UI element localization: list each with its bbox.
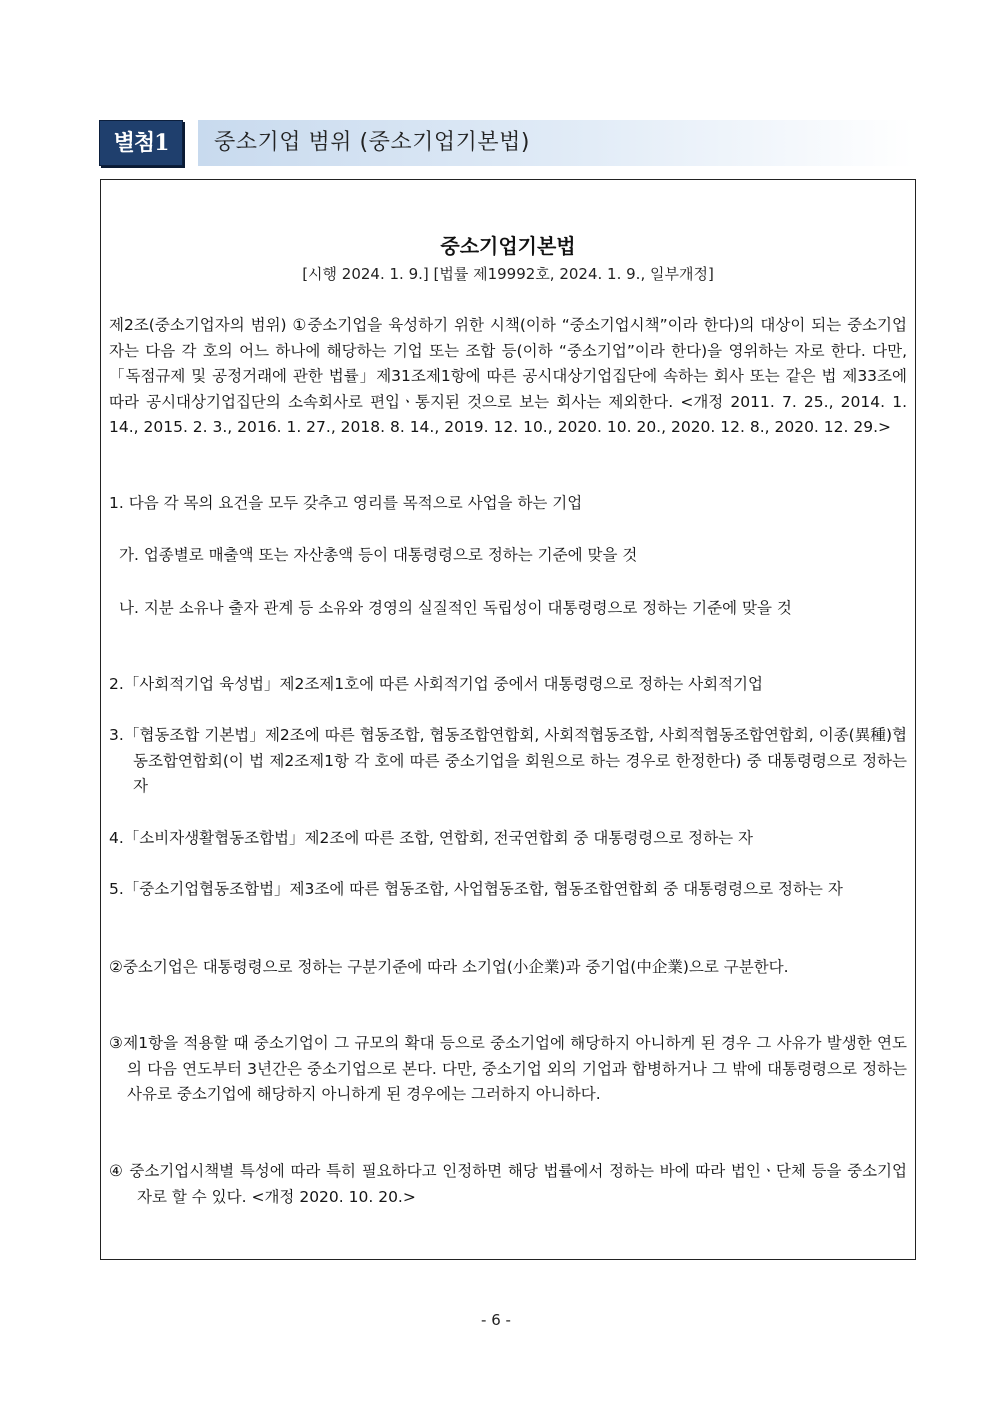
item-5: 5.「중소기업협동조합법」제3조에 따른 협동조합, 사업협동조합, 협동조합연합회 중 대통령령으로 정하는 자 [109,880,843,898]
item-3: 3.「협동조합 기본법」제2조에 따른 협동조합, 협동조합연합회, 사회적협동조합, 사회적협동조합연합회, 이종(異種)협동조합연합회(이 법 제2조제1항 각 호에 따른 중소기업을 회원으로 하는 경우로 한정한다) 중 대통령령으로 정하는 자 [109,726,907,795]
item-1-na: 나. 지분 소유나 출자 관계 등 소유와 경영의 실질적인 독립성이 대통령령으로 정하는 기준에 맞을 것 [119,599,792,617]
item-4: 4.「소비자생활협동조합법」제2조에 따른 조합, 연합회, 전국연합회 중 대통령령으로 정하는 자 [109,829,753,847]
article-2-paragraph-1: 제2조(중소기업자의 범위) ①중소기업을 육성하기 위한 시책(이하 “중소기업시책”이라 한다)의 대상이 되는 중소기업자는 다음 각 호의 어느 하나에 해당하는 기업 또는 조합 등(이하 “중소기업”이라 한다)을 영위하는 자로 한다. 다만,「독점규제 및 공정거래에 관한 법률」제31조제1항에 따른 공시대상기업집단에 속하는 회사 또는 같은 법 제33조에 따라 공시대상기업집단의 소속회사로 편입ㆍ통지된 것으로 보는 회사는 제외한다. <개정 2011. 7. 25., 2014. 1. 14., 2015. 2. 3., 2016. 1. 27., 2018. 8. 14., 2019. 12. 10., 2020. 10. 20., 2020. 12. 8., 2020. 12. 29.> [109,316,907,436]
attachment-badge: 별첨1 [99,120,183,166]
item-1-ga: 가. 업종별로 매출액 또는 자산총액 등이 대통령령으로 정하는 기준에 맞을 것 [119,546,638,564]
item-1: 1. 다음 각 목의 요건을 모두 갖추고 영리를 목적으로 사업을 하는 기업 [109,494,583,512]
article-2-paragraph-3: ③제1항을 적용할 때 중소기업이 그 규모의 확대 등으로 중소기업에 해당하지 아니하게 된 경우 그 사유가 발생한 연도의 다음 연도부터 3년간은 중소기업으로 본다. 다만, 중소기업 외의 기업과 합병하거나 그 밖에 대통령령으로 정하는 사유로 중소기업에 해당하지 아니하게 된 경우에는 그러하지 아니하다. [109,1034,907,1103]
attachment-title: 중소기업 범위 (중소기업기본법) [198,120,914,166]
article-2-paragraph-2: ②중소기업은 대통령령으로 정하는 구분기준에 따라 소기업(小企業)과 중기업(中企業)으로 구분한다. [109,958,789,976]
law-title: 중소기업기본법 [440,234,576,258]
law-enforcement-info: [시행 2024. 1. 9.] [법률 제19992호, 2024. 1. 9., 일부개정] [302,265,714,283]
attachment-header [99,120,917,168]
law-excerpt-box [100,179,916,1260]
article-2-paragraph-4: ④ 중소기업시책별 특성에 따라 특히 필요하다고 인정하면 해당 법률에서 정하는 바에 따라 법인ㆍ단체 등을 중소기업자로 할 수 있다. <개정 2020. 10. 20.> [109,1162,907,1206]
page-number: - 6 - [481,1311,511,1329]
item-2: 2.「사회적기업 육성법」제2조제1호에 따른 사회적기업 중에서 대통령령으로 정하는 사회적기업 [109,675,764,693]
